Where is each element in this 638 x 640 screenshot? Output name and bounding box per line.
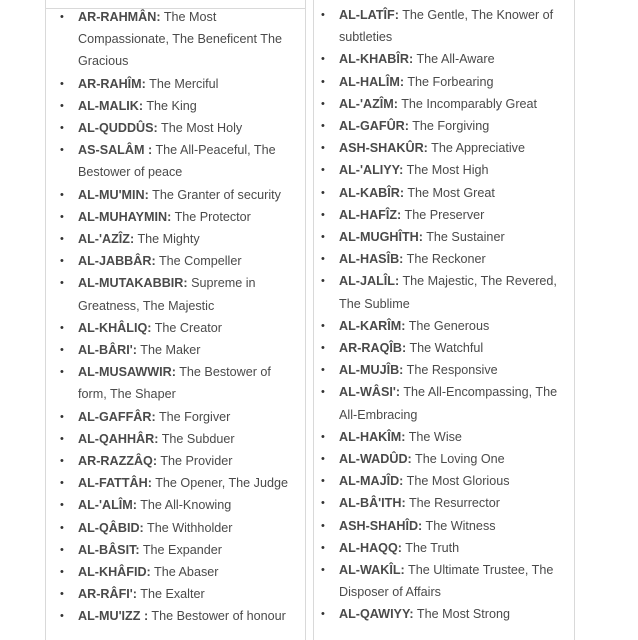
bullet-icon: •: [60, 277, 64, 290]
bullet-icon: •: [321, 253, 325, 266]
names-list-right: [319, 4, 571, 626]
name-meaning: The Abaser: [154, 565, 219, 580]
bullet-icon: •: [321, 497, 325, 510]
bullet-icon: •: [321, 386, 325, 399]
bullet-icon: •: [321, 120, 325, 133]
divine-name: AL-HALÎM:: [339, 74, 405, 89]
divine-name: AL-MALIK:: [78, 98, 144, 113]
bullet-icon: •: [60, 321, 64, 334]
name-meaning: The Resurrector: [408, 496, 500, 511]
divine-name: AS-SALÂM :: [78, 143, 153, 158]
list-item: [58, 250, 302, 272]
divine-name: AR-RÂFI':: [78, 587, 137, 602]
bullet-icon: •: [321, 275, 325, 288]
divine-name: AL-MUHAYMIN:: [78, 209, 172, 224]
list-item: [58, 517, 302, 539]
bullet-icon: •: [321, 208, 325, 221]
name-meaning: The Opener, The Judge: [155, 476, 288, 491]
list-item: [58, 472, 302, 494]
divine-name: AL-QAWIYY:: [339, 607, 414, 622]
name-meaning: The Protector: [174, 209, 251, 224]
divine-name: AL-BÂSIT:: [78, 542, 140, 557]
list-item: [58, 272, 302, 316]
divine-name: AL-KARÎM:: [339, 318, 406, 333]
bullet-icon: •: [60, 11, 64, 23]
list-item: [58, 206, 302, 228]
divine-name: AR-RAQÎB:: [339, 341, 407, 356]
divine-name: AL-KHÂLIQ:: [78, 320, 152, 335]
name-meaning: The Exalter: [140, 587, 205, 602]
list-item: [58, 73, 302, 95]
list-item: [319, 603, 571, 625]
divine-name: AL-QAHHÂR:: [78, 431, 159, 446]
bullet-icon: •: [321, 364, 325, 377]
name-meaning: The Merciful: [149, 76, 219, 91]
name-meaning: The King: [146, 98, 197, 113]
divine-name: AL-MUSAWWIR:: [78, 365, 176, 380]
bullet-icon: •: [321, 564, 325, 577]
bullet-icon: •: [60, 477, 64, 490]
bullet-icon: •: [60, 77, 64, 90]
divine-name: AL-KABÎR:: [339, 185, 405, 200]
divine-name: AL-HAFÎZ:: [339, 207, 402, 222]
list-item: [319, 71, 571, 93]
name-meaning: The Most Great: [407, 185, 495, 200]
name-meaning: The Subduer: [161, 431, 235, 446]
bullet-icon: •: [60, 588, 64, 601]
name-meaning: The Forgiving: [412, 119, 490, 134]
bullet-icon: •: [60, 499, 64, 512]
name-meaning: The Majestic, The Revered, The Sublime: [339, 274, 557, 311]
name-meaning: The Compeller: [158, 254, 242, 269]
bullet-icon: •: [60, 99, 64, 112]
name-meaning: The Appreciative: [431, 141, 525, 156]
name-meaning: The Wise: [408, 429, 462, 444]
divine-name: AR-RAHMÂN:: [78, 10, 161, 24]
divine-name: ASH-SHAKÛR:: [339, 141, 428, 156]
name-meaning: The Creator: [154, 320, 222, 335]
bullet-icon: •: [321, 142, 325, 155]
name-meaning: The Mighty: [137, 232, 200, 247]
list-item: [319, 381, 571, 425]
name-meaning: The Most Glorious: [406, 474, 510, 489]
bullet-icon: •: [60, 366, 64, 379]
bullet-icon: •: [321, 342, 325, 355]
divine-name: AL-GAFFÂR:: [78, 409, 156, 424]
bullet-icon: •: [321, 164, 325, 177]
list-item: [319, 359, 571, 381]
divine-name: AL-BÂRI':: [78, 343, 137, 358]
list-item: [319, 470, 571, 492]
list-item: [319, 48, 571, 70]
list-item: [319, 204, 571, 226]
list-item: [58, 494, 302, 516]
name-meaning: Supreme in Greatness, The Majestic: [78, 276, 256, 313]
divine-name: AL-MU'IZZ :: [78, 609, 149, 624]
bullet-icon: •: [60, 566, 64, 579]
list-item: [319, 492, 571, 514]
divine-name: AL-HASÎB:: [339, 252, 404, 267]
bullet-icon: •: [321, 186, 325, 199]
list-item: [319, 159, 571, 181]
bullet-icon: •: [60, 410, 64, 423]
bullet-icon: •: [321, 453, 325, 466]
list-item: [319, 182, 571, 204]
name-meaning: The Responsive: [406, 363, 498, 378]
divine-name: AR-RAZZÂQ:: [78, 454, 158, 469]
divine-name: AL-HAQQ:: [339, 540, 402, 555]
name-meaning: The Most Strong: [416, 607, 511, 622]
divine-name: AL-WAKÎL:: [339, 563, 405, 578]
bullet-icon: •: [60, 344, 64, 357]
list-item: [58, 317, 302, 339]
list-item: [319, 226, 571, 248]
bullet-icon: •: [60, 455, 64, 468]
name-meaning: The Bestower of honour: [151, 609, 286, 624]
name-meaning: The Withholder: [147, 520, 233, 535]
list-item: [58, 339, 302, 361]
list-item: [319, 337, 571, 359]
names-list-left: [58, 6, 302, 628]
bullet-icon: •: [321, 475, 325, 488]
list-item: [319, 270, 571, 314]
divine-name: AL-MAJÎD:: [339, 474, 404, 489]
divine-name: AL-KHABÎR:: [339, 52, 414, 67]
divine-name: AL-QÂBID:: [78, 520, 144, 535]
bullet-icon: •: [321, 75, 325, 88]
list-item: [319, 137, 571, 159]
name-meaning: The All-Aware: [416, 52, 495, 67]
list-item: [58, 6, 302, 73]
name-meaning: The Expander: [142, 542, 222, 557]
left-column: [45, 0, 306, 640]
name-meaning: The Most Holy: [161, 121, 243, 136]
bullet-icon: •: [60, 122, 64, 135]
divine-name: AL-JALÎL:: [339, 274, 400, 289]
divine-name: AL-'AZÎZ:: [78, 232, 135, 247]
name-meaning: The Forbearing: [407, 74, 494, 89]
divine-name: AL-'ALÎM:: [78, 498, 137, 513]
list-item: [58, 450, 302, 472]
divine-name: AL-KHÂFID:: [78, 565, 151, 580]
name-meaning: The Most Compassionate, The Beneficent The Gracious: [78, 10, 282, 69]
bullet-icon: •: [321, 231, 325, 244]
list-item: [319, 115, 571, 137]
list-item: [319, 248, 571, 270]
list-item: [58, 95, 302, 117]
list-item: [319, 537, 571, 559]
divine-name: AL-FATTÂH:: [78, 476, 152, 491]
divine-name: AL-MU'MIN:: [78, 187, 149, 202]
bullet-icon: •: [321, 541, 325, 554]
name-meaning: The Reckoner: [406, 252, 486, 267]
list-item: [319, 426, 571, 448]
divine-name: AL-'ALIYY:: [339, 163, 404, 178]
bullet-icon: •: [60, 144, 64, 157]
name-meaning: The Most High: [406, 163, 489, 178]
name-meaning: The Bestower of form, The Shaper: [78, 365, 271, 402]
list-item: [58, 583, 302, 605]
list-item: [319, 448, 571, 470]
divine-name: AL-QUDDÛS:: [78, 121, 158, 136]
list-item: [58, 139, 302, 183]
list-item: [58, 361, 302, 405]
name-meaning: The Provider: [160, 454, 233, 469]
bullet-icon: •: [60, 432, 64, 445]
list-item: [58, 605, 302, 627]
name-meaning: The Forgiver: [158, 409, 231, 424]
list-item: [58, 117, 302, 139]
divine-name: AL-BÂ'ITH:: [339, 496, 406, 511]
name-meaning: The Ultimate Trustee, The Disposer of Affairs: [339, 563, 554, 600]
list-item: [58, 428, 302, 450]
bullet-icon: •: [321, 519, 325, 532]
name-meaning: The Gentle, The Knower of subtleties: [339, 8, 554, 45]
name-meaning: The Witness: [425, 518, 496, 533]
divine-name: AL-GAFÛR:: [339, 119, 409, 134]
bullet-icon: •: [321, 319, 325, 332]
bullet-icon: •: [60, 188, 64, 201]
bullet-icon: •: [60, 233, 64, 246]
list-item: [319, 559, 571, 603]
list-item: [319, 93, 571, 115]
list-item: [58, 561, 302, 583]
bullet-icon: •: [60, 610, 64, 623]
name-meaning: The Maker: [140, 343, 201, 358]
name-meaning: The Watchful: [409, 341, 484, 356]
divine-name: AL-'AZÎM:: [339, 96, 398, 111]
bullet-icon: •: [321, 97, 325, 110]
name-meaning: The All-Encompassing, The All-Embracing: [339, 385, 558, 422]
list-item: [319, 315, 571, 337]
name-meaning: The Preserver: [404, 207, 485, 222]
divine-name: AL-LATÎF:: [339, 8, 399, 22]
name-meaning: The Granter of security: [152, 187, 281, 202]
divine-name: AL-WÂSI':: [339, 385, 401, 400]
divine-name: AL-HAKÎM:: [339, 429, 406, 444]
list-item: [58, 406, 302, 428]
name-meaning: The Sustainer: [426, 230, 505, 245]
divine-name: AR-RAHÎM:: [78, 76, 146, 91]
list-item: [58, 184, 302, 206]
right-column: [313, 0, 575, 640]
bullet-icon: •: [60, 255, 64, 268]
bullet-icon: •: [321, 430, 325, 443]
divine-name: ASH-SHAHÎD:: [339, 518, 423, 533]
divine-name: AL-MUGHÎTH:: [339, 230, 423, 245]
list-item: [58, 539, 302, 561]
bullet-icon: •: [60, 543, 64, 556]
name-meaning: The Truth: [405, 540, 460, 555]
divine-name: AL-MUJÎB:: [339, 363, 404, 378]
name-meaning: The All-Knowing: [140, 498, 232, 513]
list-item: [319, 515, 571, 537]
name-meaning: The All-Peaceful, The Bestower of peace: [78, 143, 276, 180]
list-item: [58, 228, 302, 250]
bullet-icon: •: [321, 9, 325, 21]
bullet-icon: •: [321, 53, 325, 66]
name-meaning: The Incomparably Great: [401, 96, 538, 111]
bullet-icon: •: [60, 521, 64, 534]
divine-name: AL-JABBÂR:: [78, 254, 156, 269]
divine-name: AL-WADÛD:: [339, 452, 412, 467]
divine-name: AL-MUTAKABBIR:: [78, 276, 188, 291]
bullet-icon: •: [321, 608, 325, 621]
name-meaning: The Generous: [408, 318, 490, 333]
bullet-icon: •: [60, 210, 64, 223]
name-meaning: The Loving One: [415, 452, 505, 467]
list-item: [319, 4, 571, 48]
